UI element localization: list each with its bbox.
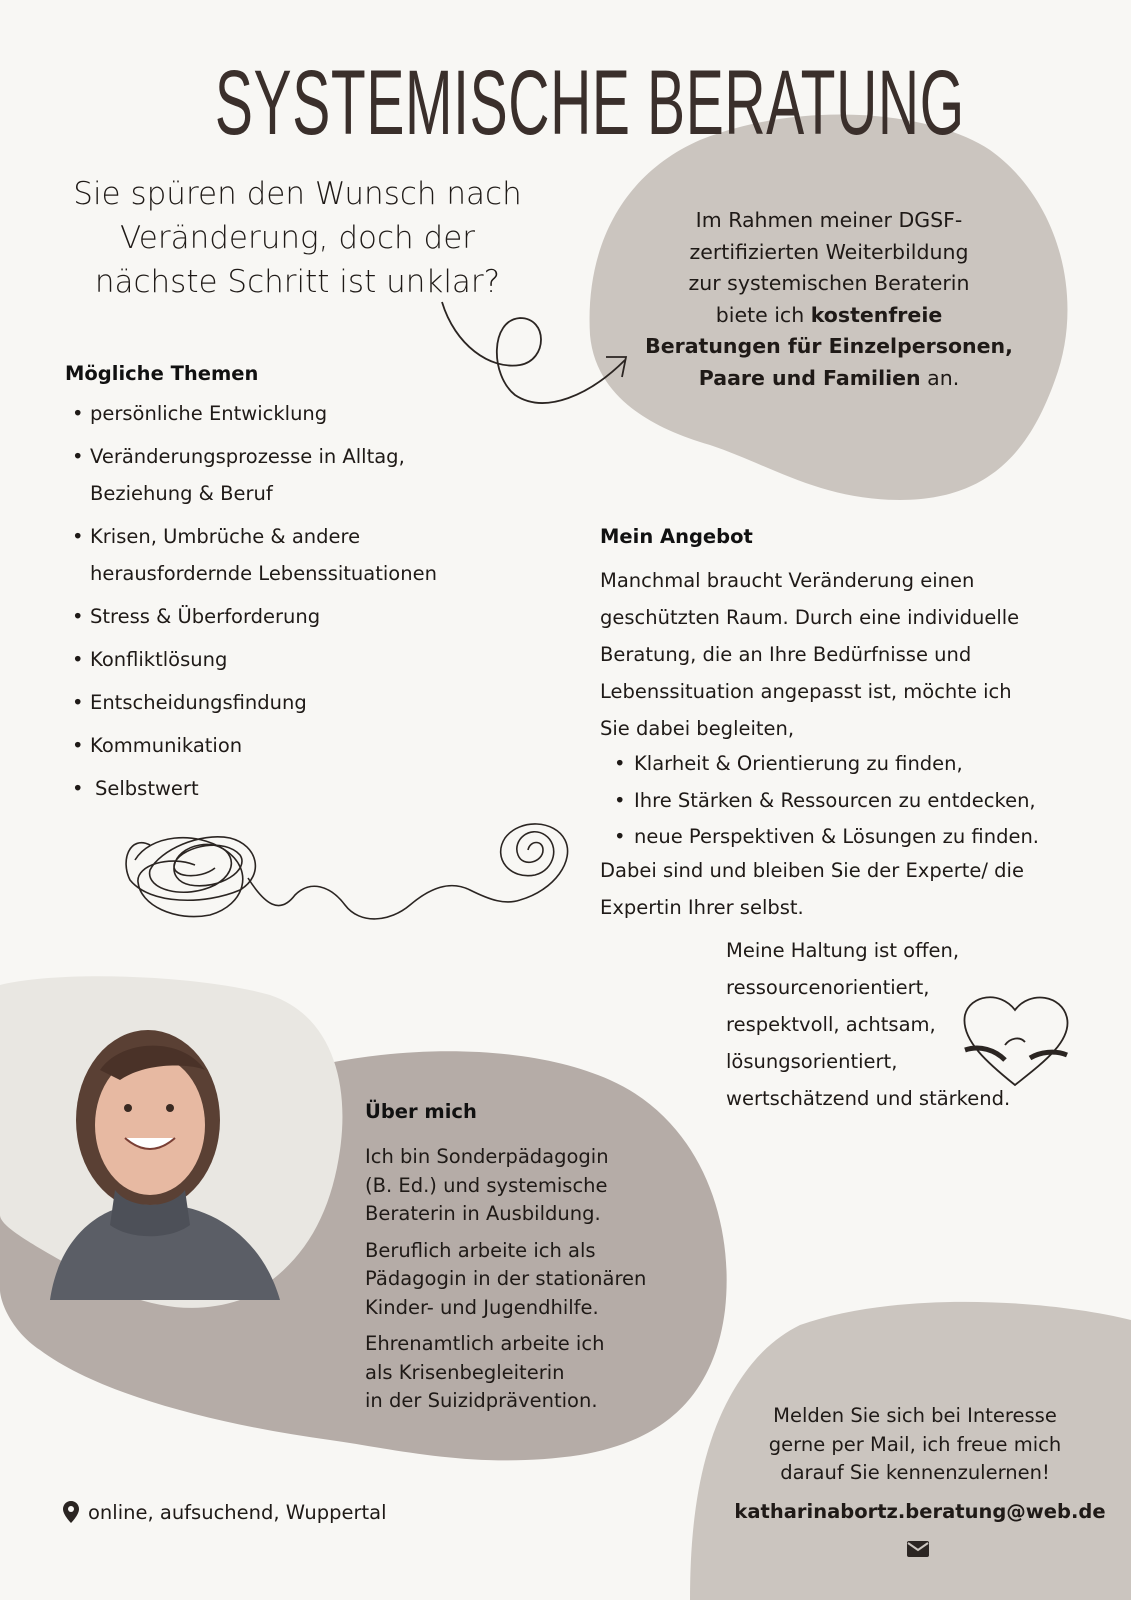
contact-text: [735, 1402, 1095, 1488]
offer-line: Lebenssituation angepasst ist, möchte ich: [600, 680, 1012, 703]
list-item: [70, 770, 510, 807]
list-item-text: persönliche Entwicklung: [90, 402, 328, 425]
envelope-icon[interactable]: [906, 1540, 930, 1558]
intro-text: an.: [920, 365, 960, 390]
list-item: [70, 598, 510, 635]
location-info: [62, 1500, 387, 1524]
list-item: • Ihre Stärken & Ressourcen zu entdecken,: [612, 783, 1039, 820]
intro-line: [608, 300, 1050, 332]
about-heading: Über mich: [365, 1100, 477, 1123]
offer-paragraph: [600, 562, 1080, 747]
page-title: SYSTEMISCHE BERATUNG: [214, 52, 965, 154]
list-item: [70, 438, 510, 512]
about-line: (B. Ed.) und systemische: [365, 1173, 608, 1197]
about-line: Kinder- und Jugendhilfe.: [365, 1295, 599, 1319]
contact-line: darauf Sie kennenzulernen!: [780, 1461, 1050, 1484]
contact-line: gerne per Mail, ich freue mich: [768, 1432, 1062, 1456]
list-item: • neue Perspektiven & Lösungen zu finden.: [612, 819, 1039, 856]
email-link[interactable]: katharinabortz.beratung@web.de: [734, 1500, 1106, 1523]
offer-line: Dabei sind und bleiben Sie der Experte/ die: [600, 859, 1024, 882]
about-line: Beruflich arbeite ich als: [365, 1238, 596, 1262]
intro-text: biete ich: [715, 302, 811, 327]
list-item-text: Veränderungsprozesse in Alltag,: [90, 445, 405, 468]
about-line: in der Suizidprävention.: [365, 1389, 598, 1412]
list-item-text: Stress & Überforderung: [90, 605, 321, 628]
offer-line: Sie dabei begleiten,: [600, 717, 795, 740]
about-paragraph: [365, 1330, 695, 1416]
attitude-line: wertschätzend und stärkend.: [726, 1087, 1011, 1110]
intro-offer-text: [608, 205, 1050, 394]
intro-line: zur systemischen Beraterin: [688, 271, 970, 295]
list-item: [70, 684, 510, 721]
offer-line: Beratung, die an Ihre Bedürfnisse und: [600, 643, 972, 666]
intro-line: [608, 331, 1050, 363]
about-line: Ehrenamtlich arbeite ich: [365, 1332, 605, 1355]
list-item-text: Kommunikation: [90, 734, 243, 757]
offer-line: Expertin Ihrer selbst.: [600, 896, 804, 919]
list-item: [70, 727, 510, 764]
list-item: • Klarheit & Orientierung zu finden,: [612, 746, 1039, 783]
intro-line: Im Rahmen meiner DGSF-: [695, 208, 963, 232]
about-line: als Krisenbegleiterin: [365, 1360, 565, 1384]
list-item: [70, 641, 510, 678]
list-item-text: Krisen, Umbrüche & andere: [90, 525, 361, 548]
about-line: Ich bin Sonderpädagogin: [365, 1145, 609, 1168]
offer-closing: [600, 852, 1080, 926]
list-item-text: Entscheidungsfindung: [90, 691, 307, 714]
list-item: [70, 518, 510, 592]
about-line: Pädagogin in der stationären: [365, 1267, 647, 1290]
location-text: online, aufsuchend, Wuppertal: [88, 1500, 387, 1524]
intro-line: zertifizierten Weiterbildung: [689, 239, 969, 264]
list-item-text: Konfliktlösung: [90, 648, 228, 671]
attitude-line: Meine Haltung ist offen,: [726, 939, 960, 962]
intro-line: [608, 363, 1050, 395]
offer-line: Manchmal braucht Veränderung einen: [600, 569, 975, 592]
question-line: Veränderung, doch der: [119, 220, 476, 256]
tangle-spiral-line: [126, 824, 567, 919]
attitude-line: respektvoll, achtsam,: [726, 1013, 936, 1036]
location-pin-icon: [62, 1500, 80, 1524]
offer-heading: Mein Angebot: [600, 525, 753, 548]
intro-question: [50, 172, 545, 304]
list-item-text: Selbstwert: [95, 777, 199, 800]
intro-bold: Paare und Familien: [698, 365, 921, 390]
intro-bold: Beratungen für Einzelpersonen,: [645, 334, 1013, 358]
portrait-photo: [30, 1010, 320, 1300]
offer-bullets: [612, 746, 1039, 856]
contact-line: Melden Sie sich bei Interesse: [773, 1404, 1057, 1427]
about-line: Beraterin in Ausbildung.: [365, 1202, 601, 1225]
question-line: nächste Schritt ist unklar?: [94, 264, 501, 300]
attitude-text: [726, 932, 1046, 1117]
question-line: Sie spüren den Wunsch nach: [73, 176, 522, 212]
list-item: [70, 395, 510, 432]
offer-line: geschützten Raum. Durch eine individuelle: [600, 606, 1020, 629]
themes-list: [70, 395, 510, 813]
about-text: [365, 1143, 695, 1424]
about-paragraph: [365, 1143, 695, 1229]
list-item-text: Beziehung & Beruf: [90, 482, 273, 505]
themes-heading: Mögliche Themen: [65, 362, 259, 385]
attitude-line: ressourcenorientiert,: [726, 976, 930, 999]
list-item-text: herausfordernde Lebenssituationen: [90, 562, 437, 585]
about-paragraph: [365, 1237, 695, 1323]
intro-bold: kostenfreie: [810, 302, 943, 327]
attitude-line: lösungsorientiert,: [726, 1050, 898, 1073]
